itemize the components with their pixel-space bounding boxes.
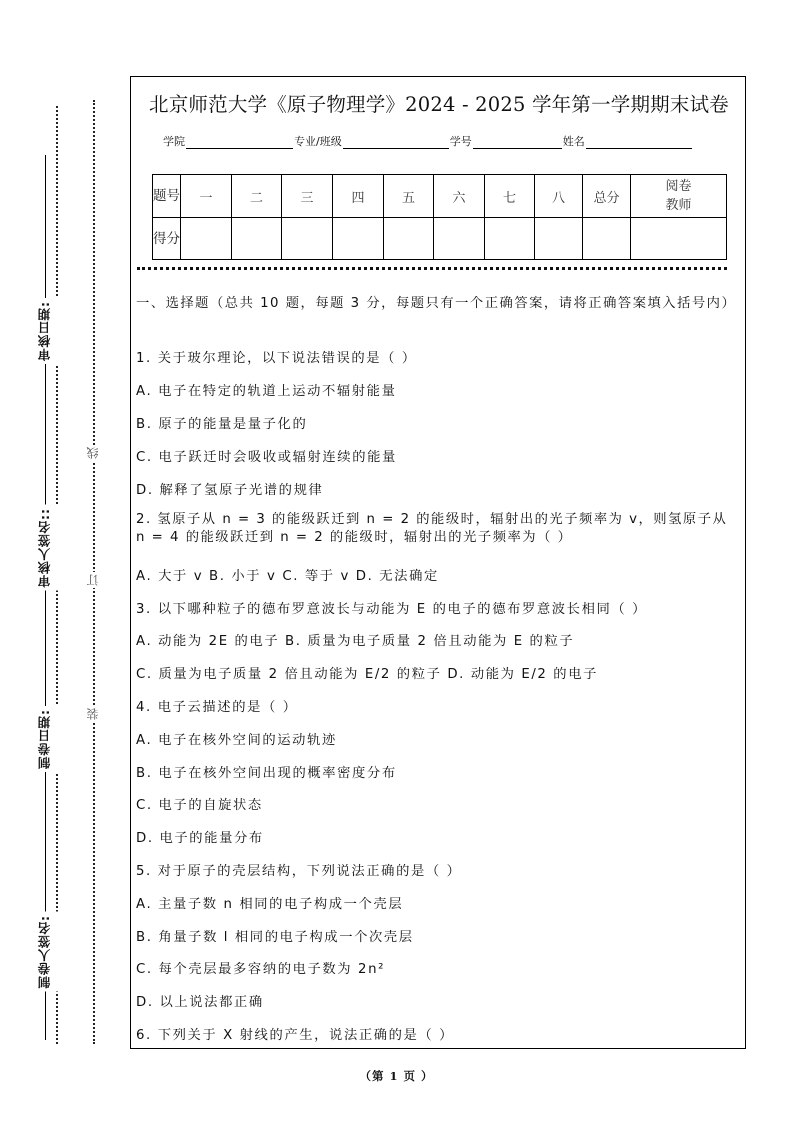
col-header-4: 四 — [333, 175, 384, 218]
question-5-stem: 5. 对于原子的壳层结构，下列说法正确的是（ ） — [136, 864, 462, 879]
score-header: 得分 — [153, 218, 181, 260]
author-date-label: 制卷日期: — [28, 706, 62, 772]
student-id-label: 学号 — [449, 135, 472, 148]
score-cell-4[interactable] — [333, 218, 384, 260]
question-4-option-c: C. 电子的自旋状态 — [136, 798, 263, 813]
review-date-label: 审核日期: — [28, 298, 62, 364]
reviewer-signature-label: 审核人签名:: — [28, 505, 62, 591]
major-class-label: 专业/班级 — [294, 135, 342, 148]
col-header-8: 八 — [535, 175, 583, 218]
score-cell-3[interactable] — [282, 218, 333, 260]
author-signature-label: 制卷人签名: — [28, 912, 62, 992]
grading-teacher-line1: 阅卷 — [665, 179, 692, 194]
score-row — [153, 218, 727, 260]
question-4-option-d: D. 电子的能量分布 — [136, 831, 264, 846]
grading-teacher-line2: 教师 — [665, 198, 692, 213]
question-4-stem: 4. 电子云描述的是（ ） — [136, 700, 298, 715]
question-5-option-d: D. 以上说法都正确 — [136, 995, 264, 1010]
student-info-row — [163, 133, 693, 149]
score-cell-5[interactable] — [384, 218, 434, 260]
score-table — [152, 174, 727, 260]
question-2-stem: 2. 氢原子从 n = 3 的能级跃迁到 n = 2 的能级时，辐射出的光子频率为 v，则氢原子从 n = 4 的能级跃迁到 n = 2 的能级时，辐射出的光子频率为（ ） — [136, 512, 728, 545]
page-number: （第 1 页 ） — [359, 1069, 434, 1083]
question-5-option-a: A. 主量子数 n 相同的电子构成一个壳层 — [136, 897, 404, 912]
signature-line — [45, 155, 46, 1040]
question-1-option-b: B. 原子的能量是量子化的 — [136, 417, 308, 432]
score-cell-grading-teacher[interactable] — [631, 218, 727, 260]
exam-title: 北京师范大学《原子物理学》2024 - 2025 学年第一学期期末试卷 — [149, 93, 729, 116]
bind-char-order: 订 — [86, 574, 100, 586]
question-6-stem: 6. 下列关于 X 射线的产生，说法正确的是（ ） — [136, 1028, 455, 1043]
score-cell-1[interactable] — [181, 218, 232, 260]
question-1-option-c: C. 电子跃迁时会吸收或辐射连续的能量 — [136, 450, 397, 465]
score-cell-7[interactable] — [485, 218, 535, 260]
question-3-options-cd: C. 质量为电子质量 2 倍且动能为 E/2 的粒子 D. 动能为 E/2 的电子 — [136, 667, 598, 682]
name-field[interactable] — [586, 136, 692, 149]
bind-char-line: 线 — [86, 447, 100, 459]
major-class-field[interactable] — [343, 136, 449, 149]
col-header-total: 总分 — [583, 175, 631, 218]
score-cell-6[interactable] — [434, 218, 485, 260]
college-field[interactable] — [186, 136, 293, 149]
score-cell-8[interactable] — [535, 218, 583, 260]
question-number-header: 题号 — [153, 175, 181, 218]
student-id-field[interactable] — [473, 136, 562, 149]
col-header-2: 二 — [232, 175, 282, 218]
name-label: 姓名 — [562, 135, 585, 148]
section-1-heading: 一、选择题（总共 10 题，每题 3 分，每题只有一个正确答案，请将正确答案填入括号内） — [136, 296, 737, 311]
col-header-5: 五 — [384, 175, 434, 218]
bind-char-bind: 装 — [86, 708, 100, 720]
question-1-option-d: D. 解释了氢原子光谱的规律 — [136, 483, 324, 498]
question-5-option-c: C. 每个壳层最多容纳的电子数为 2n² — [136, 962, 386, 977]
col-header-3: 三 — [282, 175, 333, 218]
col-header-grading-teacher — [631, 175, 727, 218]
score-cell-2[interactable] — [232, 218, 282, 260]
question-number-row — [153, 175, 727, 218]
exam-frame — [130, 76, 746, 1049]
col-header-7: 七 — [485, 175, 535, 218]
question-3-options-ab: A. 动能为 2E 的电子 B. 质量为电子质量 2 倍且动能为 E 的粒子 — [136, 634, 575, 649]
question-3-stem: 3. 以下哪种粒子的德布罗意波长与动能为 E 的电子的德布罗意波长相同（ ） — [136, 602, 647, 617]
col-header-6: 六 — [434, 175, 485, 218]
question-4-option-a: A. 电子在核外空间的运动轨迹 — [136, 733, 337, 748]
question-1-option-a: A. 电子在特定的轨道上运动不辐射能量 — [136, 384, 397, 399]
question-5-option-b: B. 角量子数 l 相同的电子构成一个次壳层 — [136, 930, 414, 945]
question-4-option-b: B. 电子在核外空间出现的概率密度分布 — [136, 766, 397, 781]
dotted-separator — [137, 267, 727, 270]
college-label: 学院 — [163, 135, 185, 148]
question-1-stem: 1. 关于玻尔理论，以下说法错误的是（ ） — [136, 351, 417, 366]
question-2-options: A. 大于 v B. 小于 v C. 等于 v D. 无法确定 — [136, 569, 439, 584]
score-cell-total[interactable] — [583, 218, 631, 260]
col-header-1: 一 — [181, 175, 232, 218]
